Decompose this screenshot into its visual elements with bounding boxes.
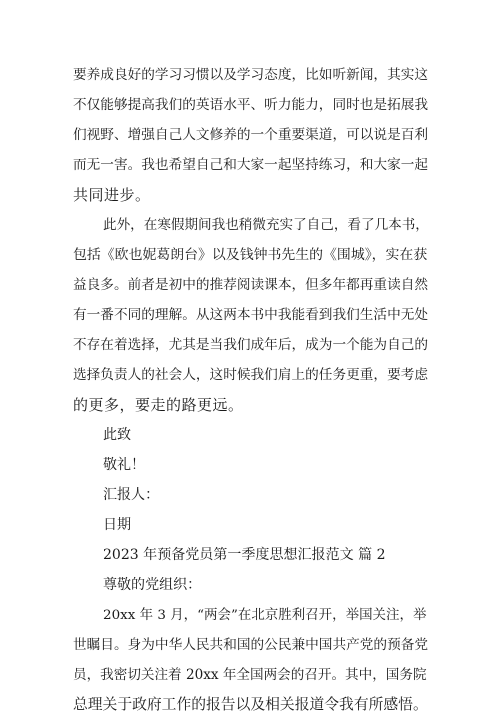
paragraph-line: 的更多，要走的路更远。: [73, 396, 244, 414]
paragraph-line: 益良多。前者是初中的推荐阅读课本，但多年都再重读自然: [73, 277, 429, 293]
paragraph-line: 包括《欧也妮葛朗台》以及钱钟书先生的《围城》，实在获: [73, 247, 428, 263]
date-label: 日期: [103, 517, 132, 533]
paragraph-line: 员，我密切关注着 20xx 年全国两会的召开。其中，国务院: [73, 667, 427, 683]
paragraph-line: 不仅能够提高我们的英语水平、听力能力，同时也是拓展我: [73, 97, 429, 113]
paragraph-line: 要养成良好的学习习惯以及学习态度，比如听新闻，其实这: [73, 67, 429, 83]
paragraph-line: 不存在着选择，尤其是当我们成年后，成为一个能为自己的: [73, 337, 429, 353]
paragraph-line: 20xx 年 3 月，“两会”在北京胜利召开，举国关注，举: [103, 607, 427, 623]
paragraph-line: 世瞩目。身为中华人民共和国的公民兼中国共产党的预备党: [73, 637, 429, 653]
paragraph-line: 们视野、增强自己人文修养的一个重要渠道，可以说是百利: [73, 127, 429, 143]
closing-salutation: 此致: [103, 427, 132, 443]
closing-regards: 敬礼！: [103, 457, 146, 473]
section-title: 2023 年预备党员第一季度思想汇报范文 篇 2: [103, 547, 386, 563]
reporter-label: 汇报人：: [103, 487, 160, 503]
paragraph-line: 此外，在寒假期间我也稍微充实了自己，看了几本书，: [103, 217, 429, 233]
paragraph-line: 而无一害。我也希望自己和大家一起坚持练习，和大家一起: [73, 157, 429, 173]
paragraph-line: 选择负责人的社会人，这时候我们肩上的任务更重，要考虑: [73, 367, 429, 383]
paragraph-line: 总理关于政府工作的报告以及相关报道令我有所感悟。: [73, 696, 428, 713]
greeting: 尊敬的党组织：: [103, 577, 202, 593]
paragraph-line: 有一番不同的理解。从这两本书中我能看到我们生活中无处: [73, 307, 429, 323]
paragraph-line: 共同进步。: [73, 186, 151, 204]
